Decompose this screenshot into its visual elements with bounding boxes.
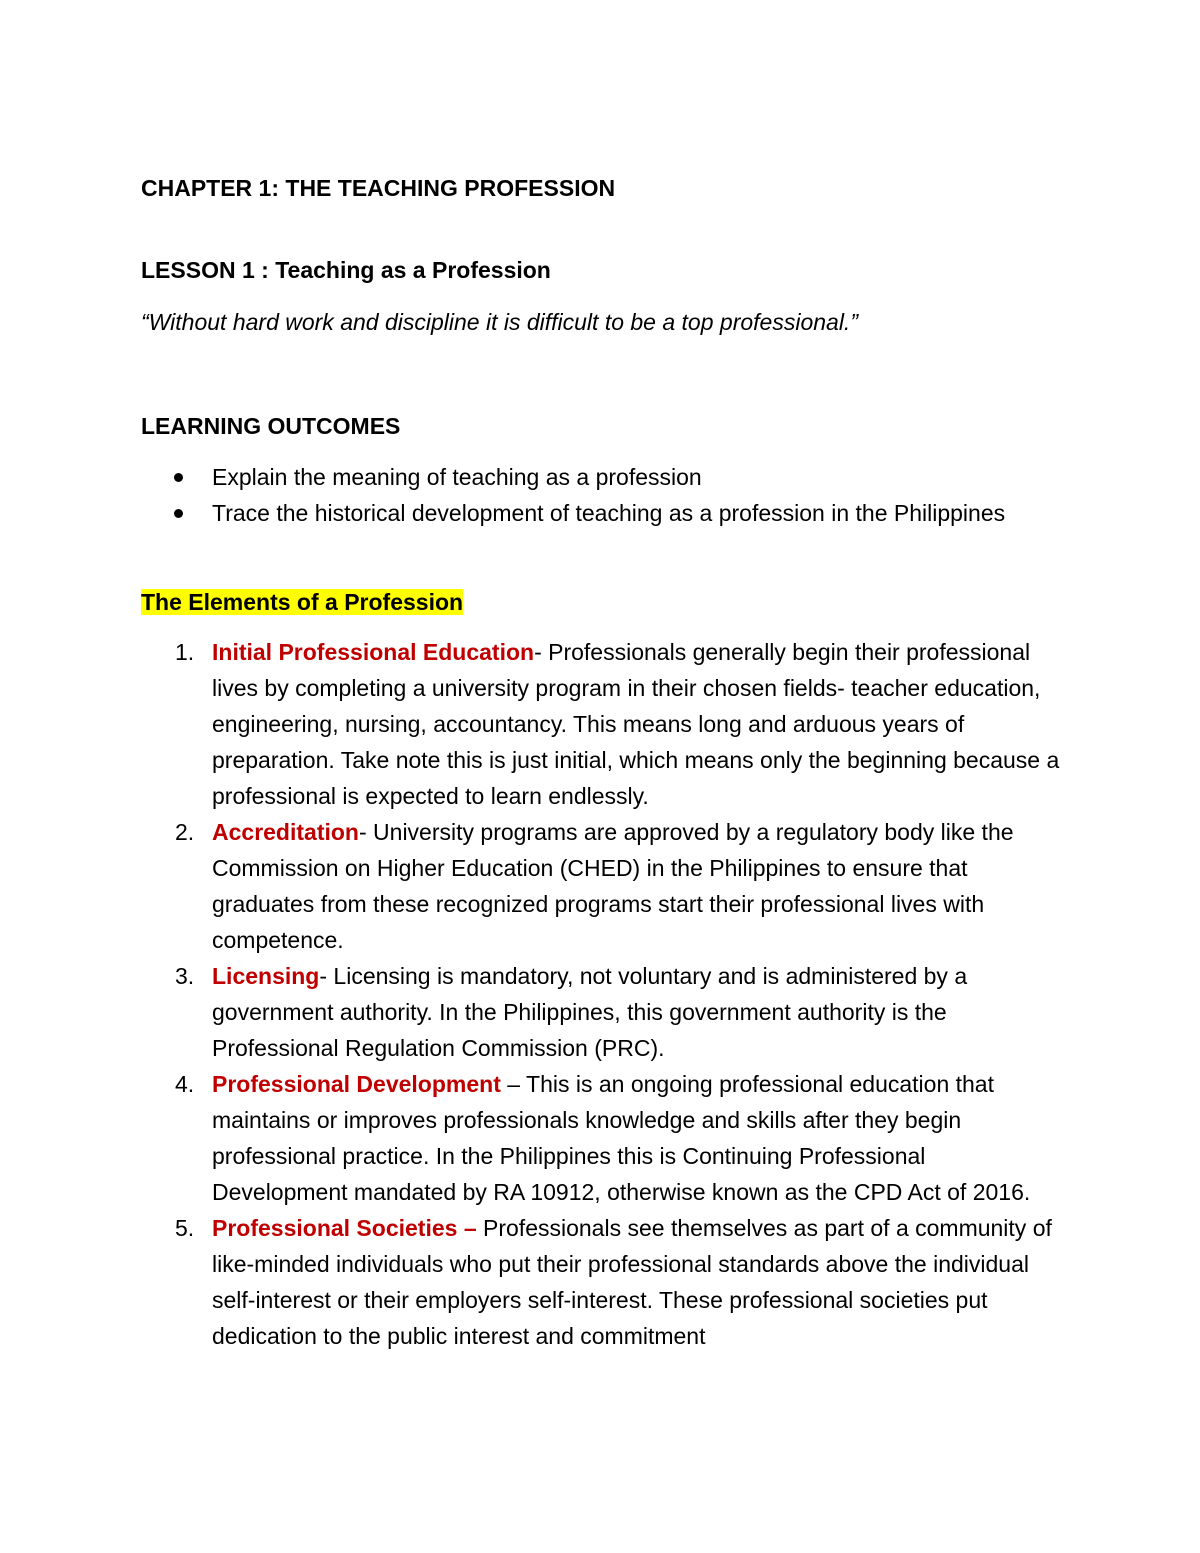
bullet-icon xyxy=(174,509,183,518)
element-item xyxy=(141,634,1061,814)
element-separator: - xyxy=(358,819,374,845)
element-description: This is an ongoing professional education that maintains or improves professionals knowledge and skills after they begin professional practice. In the Philippines this is Continuing Professional Development mandated by RA 10912, otherwise known as the CPD Act of 2016. xyxy=(212,1071,1031,1205)
bullet-icon xyxy=(174,473,183,482)
element-description: Professionals see themselves as part of a community of like-minded individuals who put their professional standards above the individual self-interest or their employers self-interest. These professional societies put dedication to the public interest and commitment xyxy=(212,1215,1052,1349)
learning-outcome-item xyxy=(141,495,1041,531)
element-item xyxy=(141,814,1061,958)
element-number: 1. xyxy=(175,639,195,665)
chapter-title: CHAPTER 1: THE TEACHING PROFESSION xyxy=(141,175,616,201)
element-term: Initial Professional Education xyxy=(212,639,535,665)
element-description: Professionals generally begin their professional lives by completing a university program in their chosen fields- teacher education, engineering, nursing, accountancy. This means long and arduous years of preparation. Take note this is just initial, which means only the beginning because a professional is expected to learn endlessly. xyxy=(212,639,1060,809)
element-description: University programs are approved by a regulatory body like the Commission on Higher Education (CHED) in the Philippines to ensure that graduates from these recognized programs start their professional lives with competence. xyxy=(212,819,1014,953)
learning-outcomes-list xyxy=(141,459,1041,531)
learning-outcome-item xyxy=(141,459,1041,495)
element-number: 4. xyxy=(175,1071,195,1097)
element-description: Licensing is mandatory, not voluntary and is administered by a government authority. In the Philippines, this government authority is the Professional Regulation Commission (PRC). xyxy=(212,963,968,1061)
learning-outcomes-heading: LEARNING OUTCOMES xyxy=(141,413,401,439)
element-term: Accreditation xyxy=(212,819,359,845)
lesson-title: LESSON 1 : Teaching as a Profession xyxy=(141,257,551,283)
learning-outcome-text: Trace the historical development of teaching as a profession in the Philippines xyxy=(212,500,1006,526)
element-term: Professional Development xyxy=(212,1071,501,1097)
element-separator: - xyxy=(319,963,334,989)
lesson-quote: “Without hard work and discipline it is difficult to be a top professional.” xyxy=(141,309,858,335)
learning-outcome-text: Explain the meaning of teaching as a profession xyxy=(212,464,702,490)
element-number: 2. xyxy=(175,819,195,845)
element-term: Professional Societies – xyxy=(212,1215,477,1241)
element-number: 3. xyxy=(175,963,195,989)
elements-list xyxy=(141,634,1061,1354)
elements-heading xyxy=(141,584,463,620)
element-item xyxy=(141,1066,1061,1210)
element-term: Licensing xyxy=(212,963,320,989)
element-separator: – xyxy=(500,1071,527,1097)
elements-heading-text: The Elements of a Profession xyxy=(141,589,464,615)
element-item xyxy=(141,1210,1061,1354)
element-separator: - xyxy=(534,639,549,665)
element-number: 5. xyxy=(175,1215,195,1241)
element-item xyxy=(141,958,1061,1066)
